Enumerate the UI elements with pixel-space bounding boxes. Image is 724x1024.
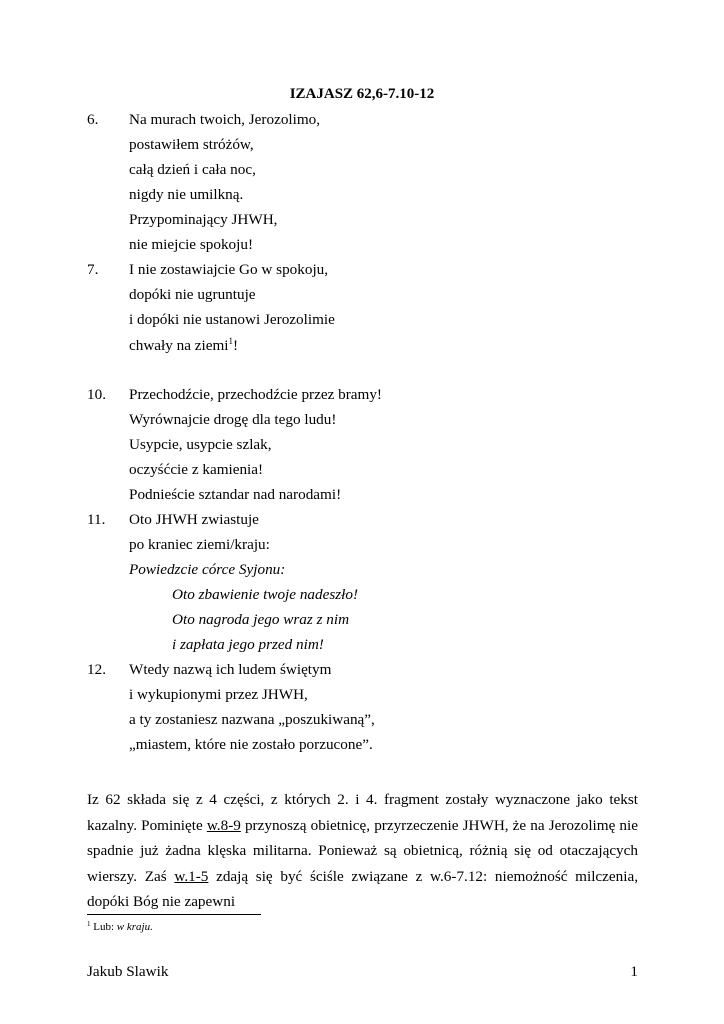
verse-number: 10. bbox=[87, 386, 106, 403]
verse-line: I nie zostawiajcie Go w spokoju, bbox=[129, 261, 329, 278]
verse-line: Usypcie, usypcie szlak, bbox=[129, 436, 272, 453]
verse-line: oczyśćcie z kamienia! bbox=[129, 461, 264, 478]
footnote-divider bbox=[87, 914, 261, 915]
verse-reference-link[interactable]: w.8-9 bbox=[206, 816, 241, 834]
paragraph-text: zdają się być ściśle związane z w.6-7.12: niemożność milczenia, dopóki Bóg nie zapewni bbox=[87, 867, 638, 910]
verse-line: całą dzień i cała noc, bbox=[129, 161, 256, 178]
verse-number: 7. bbox=[87, 261, 99, 278]
paragraph-text: przynoszą obietnicę, przyrzeczenie JHWH, że na Jerozolimę nie spadnie już żadna klęska militarna. Ponieważ są obietnicą, różnią się od otaczających wierszy. Zaś bbox=[87, 816, 638, 885]
verse-line: Podnieście sztandar nad narodami! bbox=[129, 486, 342, 503]
verse-line: Na murach twoich, Jerozolimo, bbox=[129, 111, 321, 128]
verse-line-italic: i zapłata jego przed nim! bbox=[172, 636, 324, 653]
verse-line: i dopóki nie ustanowi Jerozolimie bbox=[129, 311, 335, 328]
verse-number: 12. bbox=[87, 661, 106, 678]
verse-line-text: chwały na ziemi bbox=[129, 337, 229, 354]
verse-line-italic: Oto zbawienie twoje nadeszło! bbox=[172, 586, 359, 603]
verse-line: „miastem, które nie zostało porzucone”. bbox=[129, 736, 373, 753]
verse-line: Przypominający JHWH, bbox=[129, 211, 278, 228]
verse-line: nie miejcie spokoju! bbox=[129, 236, 253, 253]
footer-author: Jakub Slawik bbox=[87, 963, 169, 980]
footnote-text: w kraju. bbox=[116, 921, 153, 933]
verse-line: a ty zostaniesz nazwana „poszukiwaną”, bbox=[129, 711, 375, 728]
footnote-label: Lub: bbox=[93, 921, 117, 933]
verse-line-end: ! bbox=[233, 337, 239, 354]
verse-line: postawiłem stróżów, bbox=[129, 136, 254, 153]
verse-line-italic: Oto nagroda jego wraz z nim bbox=[172, 611, 350, 628]
paragraph-text: Iz 62 składa się z 4 części, z których 2. i 4. fragment zostały wyznaczone jako tekst kazalny. Pominięte bbox=[87, 791, 638, 834]
footnote bbox=[87, 920, 153, 933]
page-number: 1 bbox=[630, 963, 638, 980]
footnote-mark: 1 bbox=[87, 920, 91, 928]
verse-line: i wykupionymi przez JHWH, bbox=[129, 686, 308, 703]
verse-number: 6. bbox=[87, 111, 99, 128]
verse-line: Wyrównajcie drogę dla tego ludu! bbox=[129, 411, 337, 428]
verse-line: nigdy nie umilkną. bbox=[129, 186, 244, 203]
verse-line: po kraniec ziemi/kraju: bbox=[129, 536, 270, 553]
footnote-ref[interactable]: 1 bbox=[228, 336, 234, 346]
verse-line: dopóki nie ugruntuje bbox=[129, 286, 256, 303]
verse-line: Przechodźcie, przechodźcie przez bramy! bbox=[129, 386, 382, 403]
verse-line: Oto JHWH zwiastuje bbox=[129, 511, 259, 528]
verse-reference-link[interactable]: w.1-5 bbox=[174, 867, 209, 885]
document-title: IZAJASZ 62,6-7.10-12 bbox=[289, 86, 435, 102]
verse-line: Wtedy nazwą ich ludem świętym bbox=[129, 661, 332, 678]
verse-line bbox=[129, 336, 238, 355]
body-paragraph bbox=[87, 787, 638, 915]
verse-number: 11. bbox=[87, 511, 106, 528]
verse-line-italic: Powiedzcie córce Syjonu: bbox=[129, 561, 286, 578]
